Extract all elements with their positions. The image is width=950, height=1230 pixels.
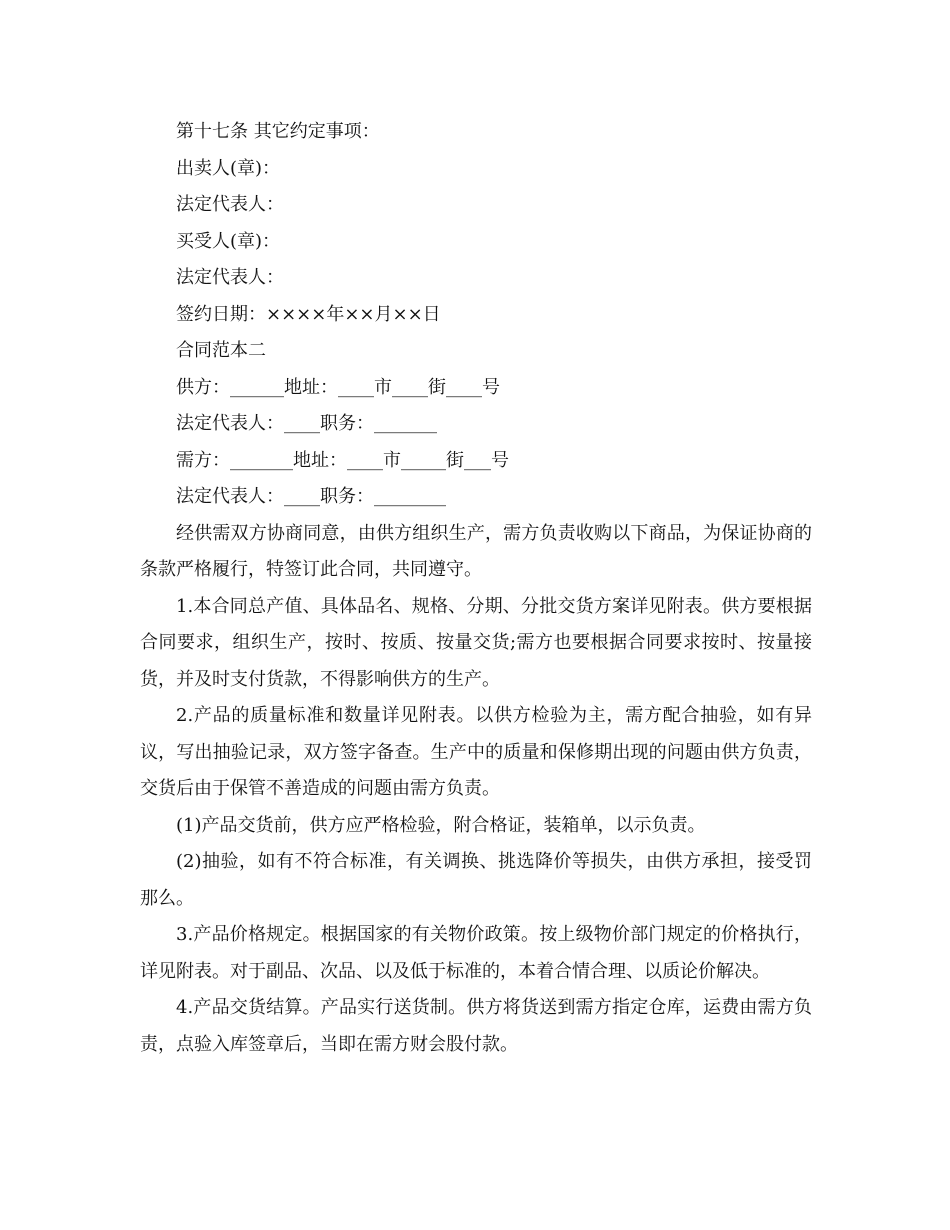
signing-date-line: 签约日期：××××年××月××日 [176,303,441,325]
purchaser-representative-line: 法定代表人：____职务：________ [176,486,446,507]
seller-seal-line: 出卖人(章)： [176,157,281,179]
clause-17-heading: 第十七条 其它约定事项： [176,121,380,142]
supplier-representative-line: 法定代表人：____职务：_______ [176,413,437,434]
seller-representative-line: 法定代表人： [176,194,284,215]
article-4-paragraph: 4.产品交货结算。产品实行送货制。供方将货送到需方指定仓库，运费由需方负责，点验入库签章后，当即在需方财会股付款。 [140,997,812,1055]
purchaser-address-line: 需方：_______地址：____市_____街___号 [176,449,509,471]
buyer-representative-line: 法定代表人： [176,267,284,288]
document-body [140,114,812,1063]
article-2-paragraph: 2.产品的质量标准和数量详见附表。以供方检验为主，需方配合抽验，如有异议，写出抽验记录，双方签字备查。生产中的质量和保修期出现的问题由供方负责，交货后由于保管不善造成的问题由需方负责。 [140,705,812,799]
article-3-paragraph: 3.产品价格规定。根据国家的有关物价政策。按上级物价部门规定的价格执行，详见附表。对于副品、次品、以及低于标准的，本着合情合理、以质论价解决。 [140,924,812,982]
article-2-item-2: (2)抽验，如有不符合标准，有关调换、挑选降价等损失，由供方承担，接受罚那么。 [140,851,812,909]
preamble-paragraph: 经供需双方协商同意，由供方组织生产，需方负责收购以下商品，为保证协商的条款严格履行，特签订此合同，共同遵守。 [140,522,812,580]
contract-template-two-title: 合同范本二 [176,340,266,361]
buyer-seal-line: 买受人(章)： [176,230,281,252]
article-1-paragraph: 1.本合同总产值、具体品名、规格、分期、分批交货方案详见附表。供方要根据合同要求，组织生产，按时、按质、按量交货;需方也要根据合同要求按时、按量接货，并及时支付货款，不得影响供方的生产。 [140,595,812,690]
supplier-address-line: 供方：______地址：____市____街____号 [176,376,500,398]
article-2-item-1: (1)产品交货前，供方应严格检验，附合格证，装箱单，以示负责。 [176,814,706,836]
